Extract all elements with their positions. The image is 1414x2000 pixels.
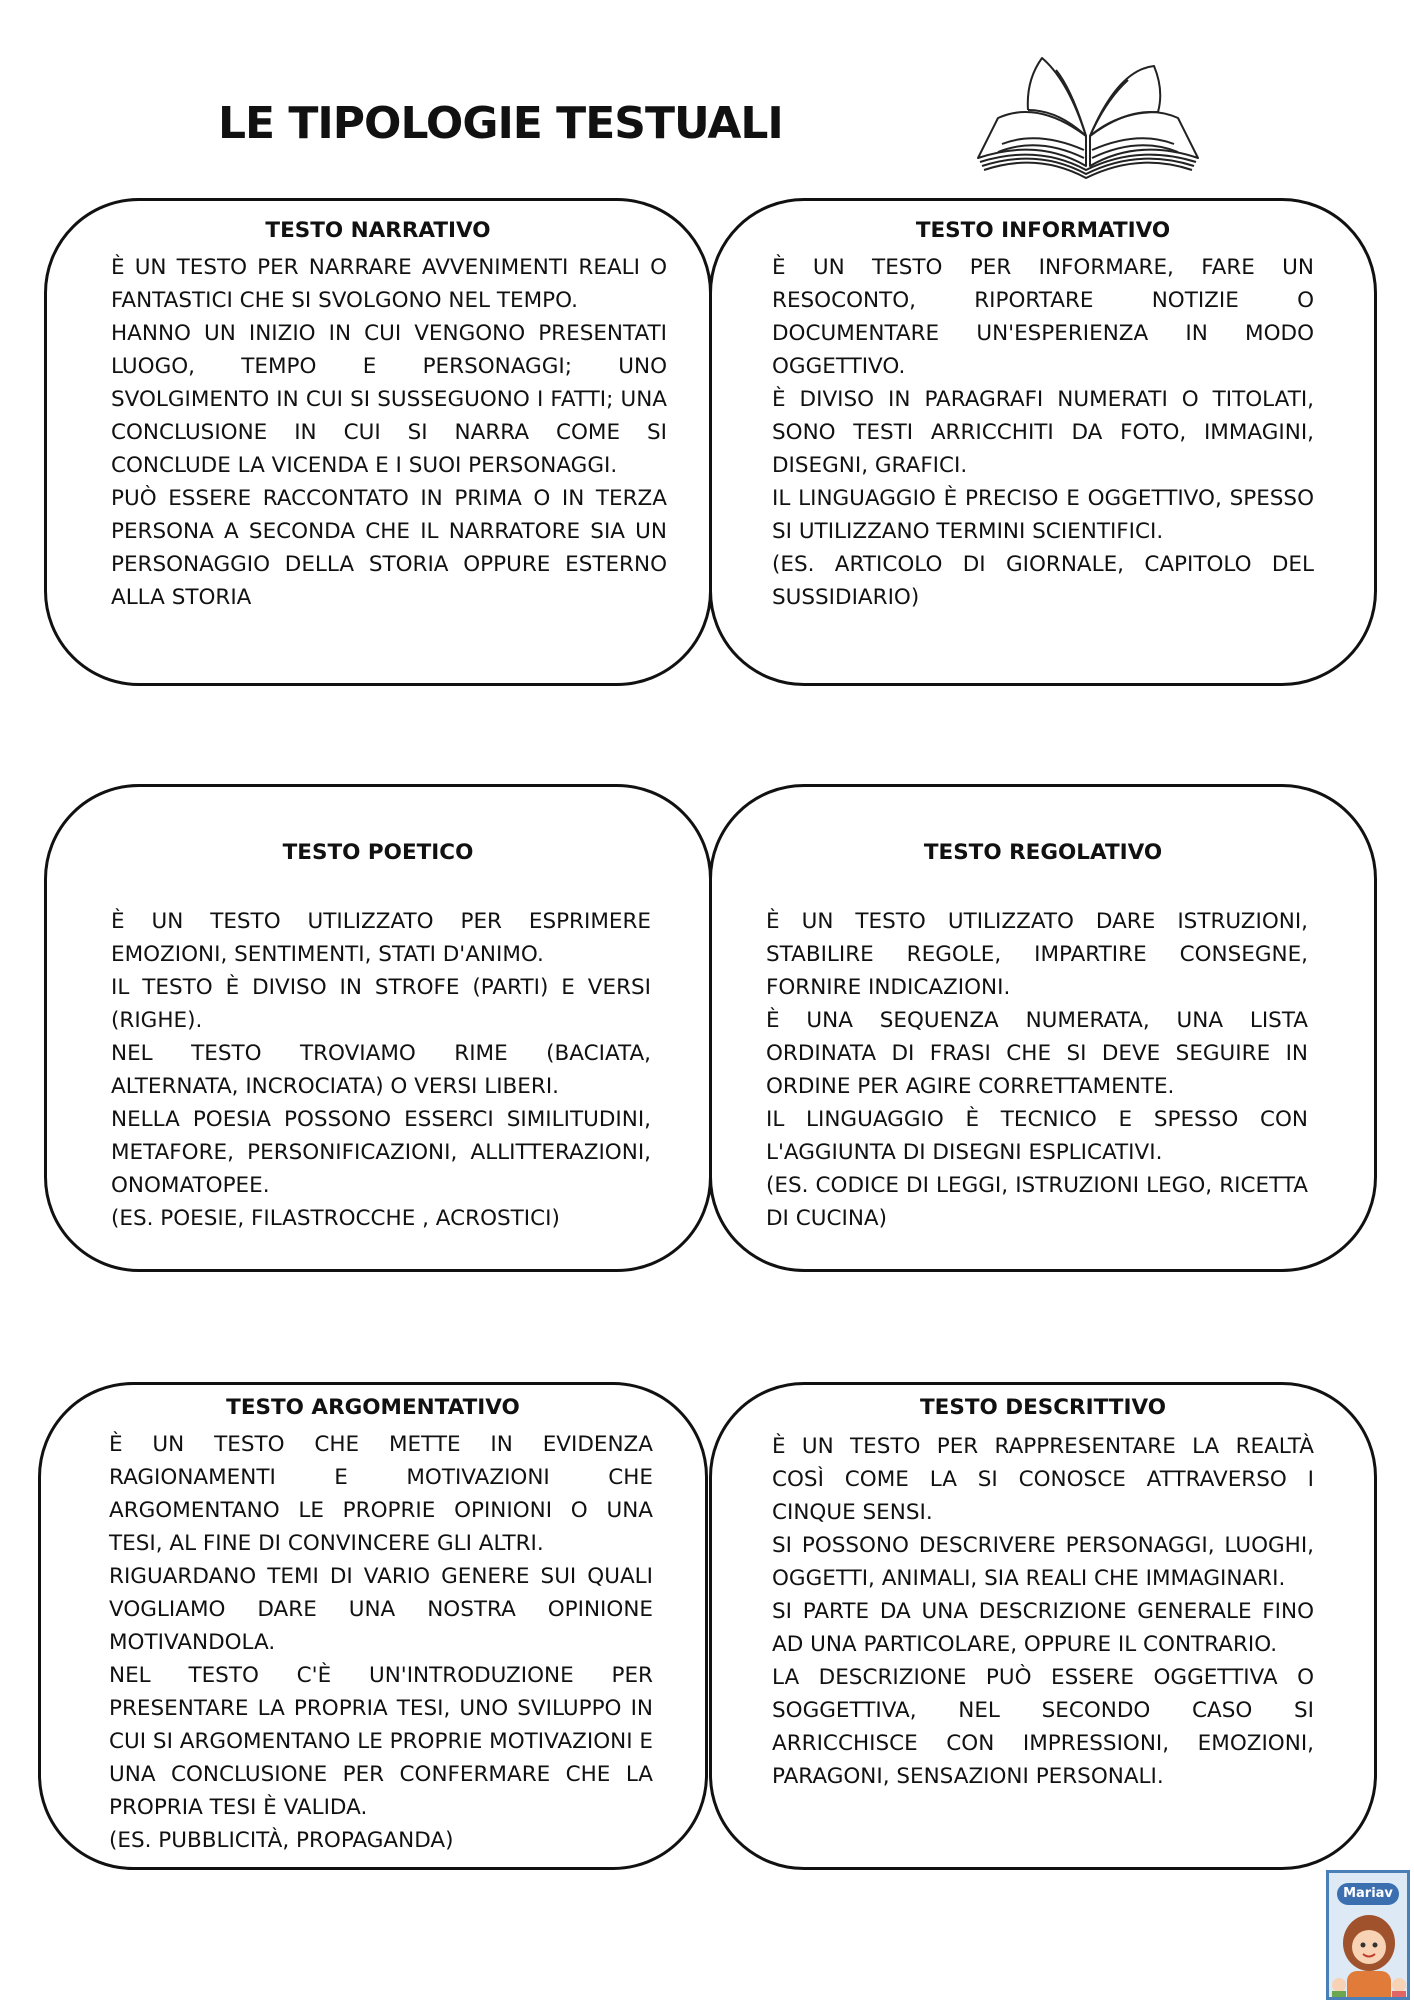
card-testo-informativo <box>709 198 1377 686</box>
card-paragraph: NELLA POESIA POSSONO ESSERCI SIMILITUDINI, METAFORE, PERSONIFICAZIONI, ALLITTERAZIONI, ONOMATOPEE. <box>111 1107 651 1198</box>
card-paragraph: SI POSSONO DESCRIVERE PERSONAGGI, LUOGHI, OGGETTI, ANIMALI, SIA REALI CHE IMMAGINARI. <box>772 1533 1314 1591</box>
card-paragraph: (ES. PUBBLICITÀ, PROPAGANDA) <box>109 1828 454 1853</box>
card-testo-poetico <box>44 784 712 1272</box>
open-book-icon <box>968 40 1208 180</box>
card-paragraph: È UNA SEQUENZA NUMERATA, UNA LISTA ORDINATA DI FRASI CHE SI DEVE SEGUIRE IN ORDINE PER AGIRE CORRETTAMENTE. <box>766 1008 1308 1099</box>
card-paragraph: È UN TESTO PER RAPPRESENTARE LA REALTÀ COSÌ COME LA SI CONOSCE ATTRAVERSO I CINQUE SENSI. <box>772 1434 1314 1525</box>
page-title: LE TIPOLOGIE TESTUALI <box>218 98 783 149</box>
card-heading: TESTO POETICO <box>282 840 474 865</box>
card-paragraph: PUÒ ESSERE RACCONTATO IN PRIMA O IN TERZA PERSONA A SECONDA CHE IL NARRATORE SIA UN PERSONAGGIO DELLA STORIA OPPURE ESTERNO ALLA STORIA <box>111 486 667 610</box>
card-heading: TESTO REGOLATIVO <box>923 840 1163 865</box>
card-body <box>772 1430 1314 1793</box>
card-heading: TESTO DESCRITTIVO <box>920 1395 1166 1420</box>
card-testo-argomentativo <box>38 1382 708 1870</box>
card-body <box>111 251 667 614</box>
brand-logo <box>1326 1870 1410 2000</box>
card-paragraph: IL LINGUAGGIO È TECNICO E SPESSO CON L'AGGIUNTA DI DISEGNI ESPLICATIVI. <box>766 1107 1308 1165</box>
card-paragraph: IL LINGUAGGIO È PRECISO E OGGETTIVO, SPESSO SI UTILIZZANO TERMINI SCIENTIFICI. <box>772 486 1314 544</box>
card-paragraph: RIGUARDANO TEMI DI VARIO GENERE SUI QUALI VOGLIAMO DARE UNA NOSTRA OPINIONE MOTIVANDOLA. <box>109 1564 653 1655</box>
card-testo-descrittivo <box>709 1382 1377 1870</box>
card-paragraph: (ES. ARTICOLO DI GIORNALE, CAPITOLO DEL SUSSIDIARIO) <box>772 552 1314 610</box>
girl-illustration-icon <box>1329 1907 1410 2000</box>
card-paragraph: NEL TESTO C'È UN'INTRODUZIONE PER PRESENTARE LA PROPRIA TESI, UNO SVILUPPO IN CUI SI ARGOMENTANO LE PROPRIE MOTIVAZIONI E UNA CONCLUSIONE PER CONFERMARE CHE LA PROPRIA TESI È VALIDA. <box>109 1663 653 1820</box>
card-paragraph: È UN TESTO UTILIZZATO PER ESPRIMERE EMOZIONI, SENTIMENTI, STATI D'ANIMO. <box>111 909 651 967</box>
card-body <box>772 251 1314 614</box>
card-testo-regolativo <box>709 784 1377 1272</box>
card-paragraph: È UN TESTO CHE METTE IN EVIDENZA RAGIONAMENTI E MOTIVAZIONI CHE ARGOMENTANO LE PROPRIE OPINIONI O UNA TESI, AL FINE DI CONVINCERE GLI ALTRI. <box>109 1432 653 1556</box>
card-paragraph: È DIVISO IN PARAGRAFI NUMERATI O TITOLATI, SONO TESTI ARRICCHITI DA FOTO, IMMAGINI, DISEGNI, GRAFICI. <box>772 387 1314 478</box>
card-heading: TESTO INFORMATIVO <box>915 218 1171 243</box>
card-body <box>766 905 1308 1235</box>
card-paragraph: IL TESTO È DIVISO IN STROFE (PARTI) E VERSI (RIGHE). <box>111 975 651 1033</box>
card-paragraph: (ES. POESIE, FILASTROCCHE , ACROSTICI) <box>111 1206 560 1231</box>
card-paragraph: LA DESCRIZIONE PUÒ ESSERE OGGETTIVA O SOGGETTIVA, NEL SECONDO CASO SI ARRICCHISCE CON IMPRESSIONI, EMOZIONI, PARAGONI, SENSAZIONI PERSONALI. <box>772 1665 1314 1789</box>
card-paragraph: È UN TESTO UTILIZZATO DARE ISTRUZIONI, STABILIRE REGOLE, IMPARTIRE CONSEGNE, FORNIRE INDICAZIONI. <box>766 909 1308 1000</box>
card-body <box>109 1428 653 1857</box>
card-paragraph: È UN TESTO PER NARRARE AVVENIMENTI REALI O FANTASTICI CHE SI SVOLGONO NEL TEMPO. <box>111 255 667 313</box>
card-paragraph: (ES. CODICE DI LEGGI, ISTRUZIONI LEGO, RICETTA DI CUCINA) <box>766 1173 1308 1231</box>
card-heading: TESTO ARGOMENTATIVO <box>226 1395 520 1420</box>
card-paragraph: HANNO UN INIZIO IN CUI VENGONO PRESENTATI LUOGO, TEMPO E PERSONAGGI; UNO SVOLGIMENTO IN CUI SI SUSSEGUONO I FATTI; UNA CONCLUSIONE IN CUI SI NARRA COME SI CONCLUDE LA VICENDA E I SUOI PERSONAGGI. <box>111 321 667 478</box>
card-paragraph: È UN TESTO PER INFORMARE, FARE UN RESOCONTO, RIPORTARE NOTIZIE O DOCUMENTARE UN'ESPERIENZA IN MODO OGGETTIVO. <box>772 255 1314 379</box>
card-testo-narrativo <box>44 198 712 686</box>
card-heading: TESTO NARRATIVO <box>265 218 491 243</box>
card-paragraph: NEL TESTO TROVIAMO RIME (BACIATA, ALTERNATA, INCROCIATA) O VERSI LIBERI. <box>111 1041 651 1099</box>
card-paragraph: SI PARTE DA UNA DESCRIZIONE GENERALE FINO AD UNA PARTICOLARE, OPPURE IL CONTRARIO. <box>772 1599 1314 1657</box>
card-body <box>111 905 651 1235</box>
brand-logo-text: Mariav <box>1337 1883 1399 1905</box>
